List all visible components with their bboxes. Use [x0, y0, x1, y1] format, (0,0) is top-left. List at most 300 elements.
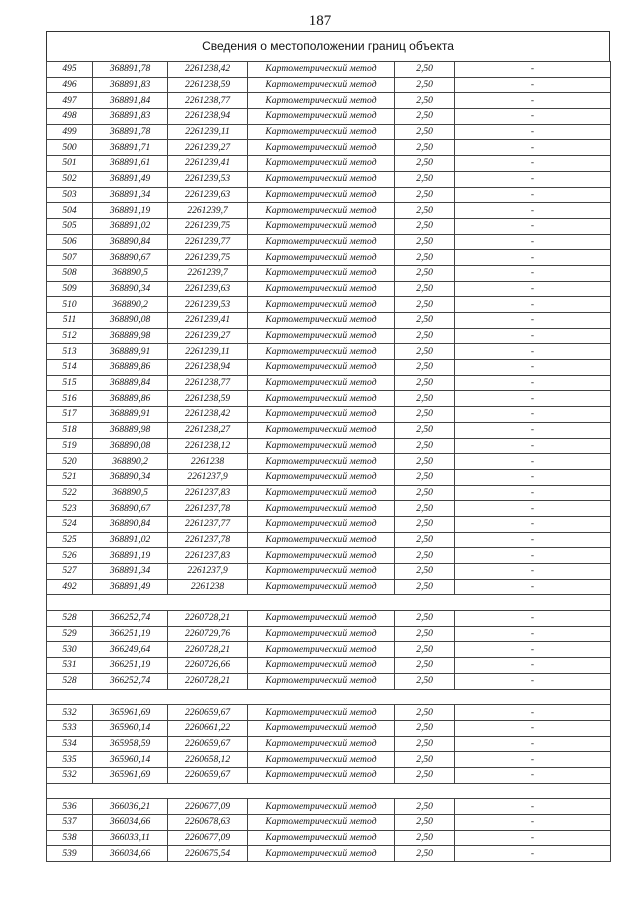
y-coordinate-cell: 2261238,77 — [168, 375, 248, 391]
table-row — [47, 752, 611, 768]
method-cell: Картометрический метод — [248, 736, 395, 752]
table-row — [47, 265, 611, 281]
method-cell: Картометрический метод — [248, 658, 395, 674]
y-coordinate-cell: 2261238,12 — [168, 438, 248, 454]
table-row — [47, 407, 611, 423]
x-coordinate-cell: 368890,08 — [93, 313, 168, 329]
method-cell: Картометрический метод — [248, 564, 395, 580]
method-cell: Картометрический метод — [248, 218, 395, 234]
method-cell: Картометрический метод — [248, 720, 395, 736]
description-cell: - — [455, 579, 611, 595]
table-row — [47, 124, 611, 140]
x-coordinate-cell: 368891,78 — [93, 124, 168, 140]
point-number-cell: 513 — [47, 344, 93, 360]
y-coordinate-cell: 2261239,11 — [168, 344, 248, 360]
description-cell: - — [455, 328, 611, 344]
method-cell: Картометрический метод — [248, 673, 395, 689]
method-cell: Картометрический метод — [248, 187, 395, 203]
y-coordinate-cell: 2261237,77 — [168, 516, 248, 532]
point-number-cell: 535 — [47, 752, 93, 768]
x-coordinate-cell: 368891,19 — [93, 548, 168, 564]
table-row — [47, 328, 611, 344]
accuracy-cell: 2,50 — [395, 281, 455, 297]
accuracy-cell: 2,50 — [395, 705, 455, 721]
method-cell: Картометрический метод — [248, 454, 395, 470]
accuracy-cell: 2,50 — [395, 109, 455, 125]
table-row — [47, 93, 611, 109]
accuracy-cell: 2,50 — [395, 658, 455, 674]
point-number-cell: 524 — [47, 516, 93, 532]
accuracy-cell: 2,50 — [395, 454, 455, 470]
group-separator-row — [47, 783, 611, 799]
x-coordinate-cell: 368889,91 — [93, 407, 168, 423]
description-cell: - — [455, 297, 611, 313]
accuracy-cell: 2,50 — [395, 846, 455, 862]
y-coordinate-cell: 2260677,09 — [168, 830, 248, 846]
table-row — [47, 736, 611, 752]
x-coordinate-cell: 368889,86 — [93, 391, 168, 407]
y-coordinate-cell: 2261239,27 — [168, 328, 248, 344]
y-coordinate-cell: 2260728,21 — [168, 611, 248, 627]
method-cell: Картометрический метод — [248, 642, 395, 658]
y-coordinate-cell: 2260675,54 — [168, 846, 248, 862]
description-cell: - — [455, 564, 611, 580]
table-row — [47, 767, 611, 783]
x-coordinate-cell: 368890,34 — [93, 469, 168, 485]
description-cell: - — [455, 642, 611, 658]
y-coordinate-cell: 2261237,83 — [168, 485, 248, 501]
method-cell: Картометрический метод — [248, 799, 395, 815]
point-number-cell: 519 — [47, 438, 93, 454]
y-coordinate-cell: 2260659,67 — [168, 705, 248, 721]
point-number-cell: 512 — [47, 328, 93, 344]
description-cell: - — [455, 218, 611, 234]
table-row — [47, 815, 611, 831]
table-row — [47, 830, 611, 846]
x-coordinate-cell: 368889,91 — [93, 344, 168, 360]
accuracy-cell: 2,50 — [395, 187, 455, 203]
x-coordinate-cell: 366036,21 — [93, 799, 168, 815]
y-coordinate-cell: 2261239,11 — [168, 124, 248, 140]
description-cell: - — [455, 454, 611, 470]
table-row — [47, 485, 611, 501]
accuracy-cell: 2,50 — [395, 564, 455, 580]
description-cell: - — [455, 156, 611, 172]
x-coordinate-cell: 368891,71 — [93, 140, 168, 156]
y-coordinate-cell: 2261238 — [168, 579, 248, 595]
y-coordinate-cell: 2261238,94 — [168, 109, 248, 125]
y-coordinate-cell: 2261239,53 — [168, 171, 248, 187]
table-row — [47, 171, 611, 187]
accuracy-cell: 2,50 — [395, 234, 455, 250]
method-cell: Картометрический метод — [248, 469, 395, 485]
description-cell: - — [455, 265, 611, 281]
point-number-cell: 532 — [47, 767, 93, 783]
accuracy-cell: 2,50 — [395, 313, 455, 329]
method-cell: Картометрический метод — [248, 140, 395, 156]
y-coordinate-cell: 2261239,27 — [168, 140, 248, 156]
description-cell: - — [455, 752, 611, 768]
point-number-cell: 531 — [47, 658, 93, 674]
point-number-cell: 534 — [47, 736, 93, 752]
point-number-cell: 504 — [47, 203, 93, 219]
accuracy-cell: 2,50 — [395, 391, 455, 407]
accuracy-cell: 2,50 — [395, 799, 455, 815]
x-coordinate-cell: 368891,34 — [93, 564, 168, 580]
y-coordinate-cell: 2261238,59 — [168, 77, 248, 93]
x-coordinate-cell: 365958,59 — [93, 736, 168, 752]
table-row — [47, 673, 611, 689]
description-cell: - — [455, 767, 611, 783]
point-number-cell: 537 — [47, 815, 93, 831]
method-cell: Картометрический метод — [248, 485, 395, 501]
table-row — [47, 422, 611, 438]
x-coordinate-cell: 368890,67 — [93, 501, 168, 517]
method-cell: Картометрический метод — [248, 171, 395, 187]
table-row — [47, 375, 611, 391]
group-separator-row — [47, 595, 611, 611]
table-row — [47, 234, 611, 250]
accuracy-cell: 2,50 — [395, 752, 455, 768]
y-coordinate-cell: 2261238,42 — [168, 62, 248, 78]
y-coordinate-cell: 2261239,77 — [168, 234, 248, 250]
description-cell: - — [455, 673, 611, 689]
method-cell: Картометрический метод — [248, 815, 395, 831]
description-cell: - — [455, 469, 611, 485]
x-coordinate-cell: 366033,11 — [93, 830, 168, 846]
method-cell: Картометрический метод — [248, 313, 395, 329]
group-separator-cell — [47, 689, 611, 705]
description-cell: - — [455, 501, 611, 517]
y-coordinate-cell: 2261239,41 — [168, 313, 248, 329]
point-number-cell: 510 — [47, 297, 93, 313]
accuracy-cell: 2,50 — [395, 297, 455, 313]
description-cell: - — [455, 799, 611, 815]
y-coordinate-cell: 2260659,67 — [168, 736, 248, 752]
x-coordinate-cell: 366251,19 — [93, 658, 168, 674]
point-number-cell: 516 — [47, 391, 93, 407]
boundary-points-body — [47, 62, 611, 862]
x-coordinate-cell: 366252,74 — [93, 611, 168, 627]
accuracy-cell: 2,50 — [395, 516, 455, 532]
x-coordinate-cell: 368890,5 — [93, 485, 168, 501]
method-cell: Картометрический метод — [248, 265, 395, 281]
point-number-cell: 523 — [47, 501, 93, 517]
x-coordinate-cell: 365960,14 — [93, 752, 168, 768]
description-cell: - — [455, 203, 611, 219]
table-row — [47, 313, 611, 329]
method-cell: Картометрический метод — [248, 344, 395, 360]
method-cell: Картометрический метод — [248, 156, 395, 172]
method-cell: Картометрический метод — [248, 532, 395, 548]
point-number-cell: 522 — [47, 485, 93, 501]
point-number-cell: 497 — [47, 93, 93, 109]
method-cell: Картометрический метод — [248, 93, 395, 109]
description-cell: - — [455, 171, 611, 187]
method-cell: Картометрический метод — [248, 109, 395, 125]
description-cell: - — [455, 281, 611, 297]
accuracy-cell: 2,50 — [395, 156, 455, 172]
method-cell: Картометрический метод — [248, 124, 395, 140]
accuracy-cell: 2,50 — [395, 328, 455, 344]
description-cell: - — [455, 611, 611, 627]
y-coordinate-cell: 2261239,75 — [168, 218, 248, 234]
table-row — [47, 626, 611, 642]
x-coordinate-cell: 365961,69 — [93, 767, 168, 783]
y-coordinate-cell: 2260661,22 — [168, 720, 248, 736]
x-coordinate-cell: 368890,08 — [93, 438, 168, 454]
table-row — [47, 642, 611, 658]
method-cell: Картометрический метод — [248, 375, 395, 391]
point-number-cell: 518 — [47, 422, 93, 438]
description-cell: - — [455, 815, 611, 831]
method-cell: Картометрический метод — [248, 203, 395, 219]
accuracy-cell: 2,50 — [395, 469, 455, 485]
y-coordinate-cell: 2261239,53 — [168, 297, 248, 313]
accuracy-cell: 2,50 — [395, 767, 455, 783]
method-cell: Картометрический метод — [248, 626, 395, 642]
description-cell: - — [455, 344, 611, 360]
accuracy-cell: 2,50 — [395, 171, 455, 187]
table-row — [47, 360, 611, 376]
method-cell: Картометрический метод — [248, 407, 395, 423]
y-coordinate-cell: 2260677,09 — [168, 799, 248, 815]
description-cell: - — [455, 62, 611, 78]
table-row — [47, 218, 611, 234]
point-number-cell: 527 — [47, 564, 93, 580]
y-coordinate-cell: 2261238 — [168, 454, 248, 470]
description-cell: - — [455, 360, 611, 376]
method-cell: Картометрический метод — [248, 611, 395, 627]
description-cell: - — [455, 532, 611, 548]
accuracy-cell: 2,50 — [395, 77, 455, 93]
x-coordinate-cell: 366034,66 — [93, 815, 168, 831]
point-number-cell: 533 — [47, 720, 93, 736]
method-cell: Картометрический метод — [248, 281, 395, 297]
point-number-cell: 517 — [47, 407, 93, 423]
table-row — [47, 391, 611, 407]
accuracy-cell: 2,50 — [395, 265, 455, 281]
description-cell: - — [455, 846, 611, 862]
point-number-cell: 514 — [47, 360, 93, 376]
y-coordinate-cell: 2261238,94 — [168, 360, 248, 376]
y-coordinate-cell: 2261239,7 — [168, 203, 248, 219]
accuracy-cell: 2,50 — [395, 673, 455, 689]
x-coordinate-cell: 368891,61 — [93, 156, 168, 172]
table-row — [47, 799, 611, 815]
table-row — [47, 62, 611, 78]
boundary-points-table — [46, 61, 611, 862]
x-coordinate-cell: 368890,67 — [93, 250, 168, 266]
y-coordinate-cell: 2260729,76 — [168, 626, 248, 642]
y-coordinate-cell: 2261237,83 — [168, 548, 248, 564]
x-coordinate-cell: 368891,84 — [93, 93, 168, 109]
accuracy-cell: 2,50 — [395, 203, 455, 219]
accuracy-cell: 2,50 — [395, 485, 455, 501]
y-coordinate-cell: 2261237,9 — [168, 469, 248, 485]
table-row — [47, 548, 611, 564]
description-cell: - — [455, 438, 611, 454]
accuracy-cell: 2,50 — [395, 375, 455, 391]
description-cell: - — [455, 548, 611, 564]
method-cell: Картометрический метод — [248, 516, 395, 532]
method-cell: Картометрический метод — [248, 328, 395, 344]
page-number: 187 — [308, 13, 332, 29]
description-cell: - — [455, 830, 611, 846]
accuracy-cell: 2,50 — [395, 218, 455, 234]
method-cell: Картометрический метод — [248, 830, 395, 846]
description-cell: - — [455, 250, 611, 266]
x-coordinate-cell: 368891,78 — [93, 62, 168, 78]
description-cell: - — [455, 516, 611, 532]
point-number-cell: 492 — [47, 579, 93, 595]
method-cell: Картометрический метод — [248, 360, 395, 376]
method-cell: Картометрический метод — [248, 752, 395, 768]
y-coordinate-cell: 2261238,42 — [168, 407, 248, 423]
y-coordinate-cell: 2261238,27 — [168, 422, 248, 438]
point-number-cell: 539 — [47, 846, 93, 862]
method-cell: Картометрический метод — [248, 77, 395, 93]
description-cell: - — [455, 658, 611, 674]
x-coordinate-cell: 365960,14 — [93, 720, 168, 736]
y-coordinate-cell: 2261237,9 — [168, 564, 248, 580]
description-cell: - — [455, 720, 611, 736]
point-number-cell: 515 — [47, 375, 93, 391]
point-number-cell: 538 — [47, 830, 93, 846]
y-coordinate-cell: 2260728,21 — [168, 673, 248, 689]
table-row — [47, 564, 611, 580]
table-row — [47, 77, 611, 93]
method-cell: Картометрический метод — [248, 548, 395, 564]
point-number-cell: 496 — [47, 77, 93, 93]
point-number-cell: 529 — [47, 626, 93, 642]
point-number-cell: 536 — [47, 799, 93, 815]
table-row — [47, 705, 611, 721]
y-coordinate-cell: 2260678,63 — [168, 815, 248, 831]
accuracy-cell: 2,50 — [395, 642, 455, 658]
accuracy-cell: 2,50 — [395, 532, 455, 548]
x-coordinate-cell: 368889,84 — [93, 375, 168, 391]
sheet-title: Сведения о местоположении границ объекта — [46, 32, 610, 61]
point-number-cell: 532 — [47, 705, 93, 721]
description-cell: - — [455, 626, 611, 642]
x-coordinate-cell: 366252,74 — [93, 673, 168, 689]
method-cell: Картометрический метод — [248, 391, 395, 407]
group-separator-cell — [47, 595, 611, 611]
method-cell: Картометрический метод — [248, 767, 395, 783]
method-cell: Картометрический метод — [248, 846, 395, 862]
accuracy-cell: 2,50 — [395, 720, 455, 736]
point-number-cell: 498 — [47, 109, 93, 125]
table-row — [47, 140, 611, 156]
description-cell: - — [455, 407, 611, 423]
point-number-cell: 508 — [47, 265, 93, 281]
x-coordinate-cell: 368891,02 — [93, 218, 168, 234]
y-coordinate-cell: 2260658,12 — [168, 752, 248, 768]
description-cell: - — [455, 375, 611, 391]
table-row — [47, 611, 611, 627]
y-coordinate-cell: 2261237,78 — [168, 532, 248, 548]
x-coordinate-cell: 368891,49 — [93, 171, 168, 187]
accuracy-cell: 2,50 — [395, 501, 455, 517]
table-row — [47, 281, 611, 297]
y-coordinate-cell: 2261237,78 — [168, 501, 248, 517]
accuracy-cell: 2,50 — [395, 626, 455, 642]
description-cell: - — [455, 187, 611, 203]
x-coordinate-cell: 366251,19 — [93, 626, 168, 642]
method-cell: Картометрический метод — [248, 250, 395, 266]
point-number-cell: 500 — [47, 140, 93, 156]
table-row — [47, 454, 611, 470]
point-number-cell: 501 — [47, 156, 93, 172]
accuracy-cell: 2,50 — [395, 611, 455, 627]
y-coordinate-cell: 2260726,66 — [168, 658, 248, 674]
table-row — [47, 187, 611, 203]
description-cell: - — [455, 422, 611, 438]
table-row — [47, 501, 611, 517]
table-row — [47, 109, 611, 125]
table-row — [47, 344, 611, 360]
table-row — [47, 846, 611, 862]
group-separator-row — [47, 689, 611, 705]
y-coordinate-cell: 2260728,21 — [168, 642, 248, 658]
accuracy-cell: 2,50 — [395, 422, 455, 438]
description-cell: - — [455, 77, 611, 93]
accuracy-cell: 2,50 — [395, 93, 455, 109]
table-row — [47, 438, 611, 454]
table-row — [47, 469, 611, 485]
x-coordinate-cell: 368890,84 — [93, 516, 168, 532]
accuracy-cell: 2,50 — [395, 815, 455, 831]
y-coordinate-cell: 2260659,67 — [168, 767, 248, 783]
x-coordinate-cell: 366249,64 — [93, 642, 168, 658]
point-number-cell: 530 — [47, 642, 93, 658]
y-coordinate-cell: 2261238,77 — [168, 93, 248, 109]
description-cell: - — [455, 705, 611, 721]
accuracy-cell: 2,50 — [395, 579, 455, 595]
x-coordinate-cell: 368890,2 — [93, 297, 168, 313]
x-coordinate-cell: 368890,5 — [93, 265, 168, 281]
description-cell: - — [455, 140, 611, 156]
accuracy-cell: 2,50 — [395, 344, 455, 360]
x-coordinate-cell: 368891,49 — [93, 579, 168, 595]
group-separator-cell — [47, 783, 611, 799]
point-number-cell: 495 — [47, 62, 93, 78]
table-row — [47, 516, 611, 532]
y-coordinate-cell: 2261239,41 — [168, 156, 248, 172]
y-coordinate-cell: 2261239,63 — [168, 187, 248, 203]
y-coordinate-cell: 2261239,7 — [168, 265, 248, 281]
x-coordinate-cell: 368890,84 — [93, 234, 168, 250]
description-cell: - — [455, 391, 611, 407]
x-coordinate-cell: 368890,2 — [93, 454, 168, 470]
table-row — [47, 203, 611, 219]
x-coordinate-cell: 368891,83 — [93, 109, 168, 125]
point-number-cell: 526 — [47, 548, 93, 564]
y-coordinate-cell: 2261239,75 — [168, 250, 248, 266]
method-cell: Картометрический метод — [248, 234, 395, 250]
table-row — [47, 532, 611, 548]
point-number-cell: 506 — [47, 234, 93, 250]
x-coordinate-cell: 368891,02 — [93, 532, 168, 548]
point-number-cell: 505 — [47, 218, 93, 234]
accuracy-cell: 2,50 — [395, 548, 455, 564]
accuracy-cell: 2,50 — [395, 736, 455, 752]
point-number-cell: 520 — [47, 454, 93, 470]
accuracy-cell: 2,50 — [395, 140, 455, 156]
boundary-sheet — [46, 31, 610, 862]
table-row — [47, 658, 611, 674]
